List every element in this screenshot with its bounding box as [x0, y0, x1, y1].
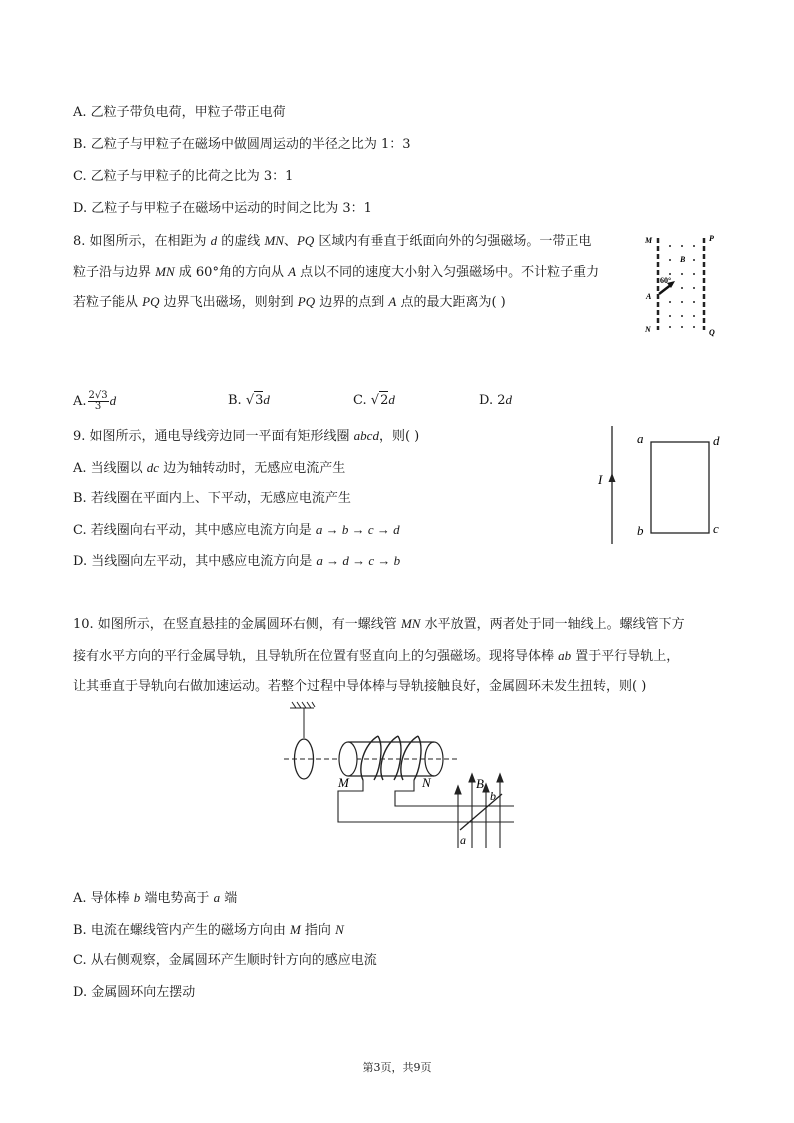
q8-angle-label: 60° — [660, 276, 672, 285]
q8-label-p: P — [709, 234, 714, 243]
q8-label-b: B — [680, 255, 686, 264]
q7-option-c: C. 乙粒子与甲粒子的比荷之比为 3：1 — [73, 169, 294, 184]
q8-label-m: M — [645, 236, 653, 245]
q10-option-b: B. 电流在螺线管内产生的磁场方向由 M 指向 N — [73, 922, 344, 938]
q10-option-c: C. 从右侧观察，金属圆环产生顺时针方向的感应电流 — [73, 953, 377, 968]
q10-stem-line3: 让其垂直于导轨向右做加速运动。若整个过程中导体棒与导轨接触良好，金属圆环未发生扭转，则( ) — [73, 679, 647, 694]
q10-solenoid-rail-figure — [280, 698, 520, 858]
q8-option-a: A. $\frac{2√3}{3}$ d — [73, 390, 117, 412]
q10-option-a: A. 导体棒 b 端电势高于 a 端 — [73, 890, 238, 906]
q10-label-field-b: B — [476, 776, 484, 791]
q8-label-q: Q — [709, 328, 715, 337]
q10-stem-line2: 接有水平方向的平行金属导轨，且导轨所在位置有竖直向上的匀强磁场。现将导体棒 ab 置于平行导轨上， — [73, 648, 680, 664]
q9-option-b: B. 若线圈在平面内上、下平动，无感应电流产生 — [73, 491, 351, 506]
q8-label-a: A — [646, 292, 652, 301]
q8-stem-line1: 8. 如图所示，在相距为 d 的虚线 MN、PQ 区域内有垂直于纸面向外的匀强磁场。一带正电 — [73, 233, 592, 249]
q10-label-n: N — [422, 775, 431, 790]
q9-label-b: b — [637, 523, 644, 538]
q9-label-d: d — [713, 433, 720, 448]
q10-label-rod-a: a — [460, 833, 466, 847]
q9-stem: 9. 如图所示，通电导线旁边同一平面有矩形线圈 abcd，则( ) — [73, 428, 420, 444]
q9-option-a: A. 当线圈以 dc 边为轴转动时，无感应电流产生 — [73, 460, 346, 476]
q9-label-a: a — [637, 431, 644, 446]
q8-stem-line3: 若粒子能从 PQ 边界飞出磁场，则射到 PQ 边界的点到 A 点的最大距离为( ) — [73, 294, 506, 310]
q9-current-arrow — [609, 473, 616, 482]
q10-label-rod-b: b — [490, 789, 496, 803]
q8-magnetic-field-figure — [642, 226, 722, 342]
q7-option-b: B. 乙粒子与甲粒子在磁场中做圆周运动的半径之比为 1：3 — [73, 137, 411, 152]
q7-option-a: A. 乙粒子带负电荷，甲粒子带正电荷 — [73, 105, 286, 120]
q10-connecting-wires — [338, 780, 460, 822]
q10-label-m: M — [338, 775, 349, 790]
q9-label-c: c — [713, 521, 719, 536]
page-footer: 第3页，共9页 — [362, 1061, 432, 1074]
q8-option-a-fraction: $\frac{2√3}{3}$ — [88, 390, 108, 412]
q8-label-n: N — [645, 325, 651, 334]
q8-option-d: D. 2d — [479, 392, 512, 408]
q9-option-d: D. 当线圈向左平动，其中感应电流方向是 a → d → c → b — [73, 553, 401, 569]
q10-ceiling-mount — [290, 702, 315, 708]
q8-option-b: B. √3d — [228, 392, 270, 408]
q8-option-c: C. √2d — [353, 392, 395, 408]
q10-option-d: D. 金属圆环向左摆动 — [73, 985, 196, 1000]
q10-stem-line1: 10. 如图所示，在竖直悬挂的金属圆环右侧，有一螺线管 MN 水平放置，两者处于同一轴线上。螺线管下方 — [73, 616, 685, 632]
q9-option-c: C. 若线圈向右平动，其中感应电流方向是 a → b → c → d — [73, 522, 400, 538]
q8-stem-line2: 粒子沿与边界 MN 成 60°角的方向从 A 点以不同的速度大小射入匀强磁场中。不计粒子重力 — [73, 264, 600, 280]
q9-rect-coil — [651, 442, 709, 533]
q7-option-d: D. 乙粒子与甲粒子在磁场中运动的时间之比为 3：1 — [73, 201, 372, 216]
q9-label-i: I — [598, 472, 603, 487]
q9-wire-coil-figure — [592, 424, 732, 548]
